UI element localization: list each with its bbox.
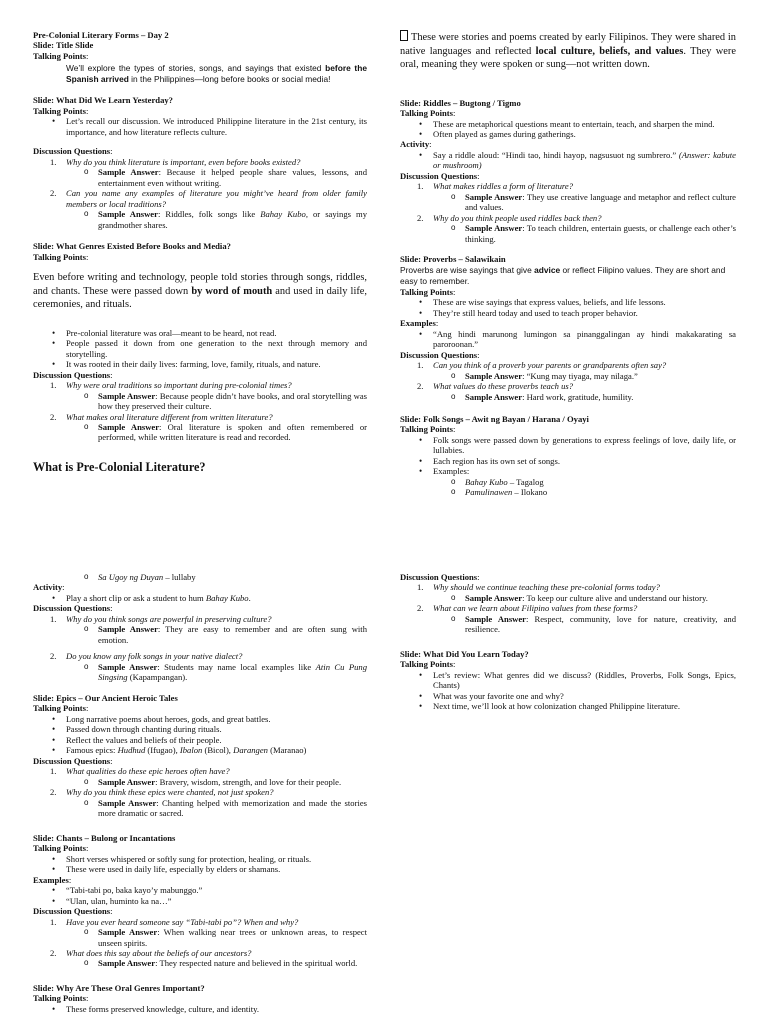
label-line: Discussion Questions: [33, 146, 113, 157]
label-line: Examples: [33, 874, 72, 885]
question-text: Can you think of a proverb your parents or grandparents often say? [433, 360, 667, 371]
page2-right-column [400, 572, 736, 712]
question-text: Why do you think songs are powerful in preserving culture? [66, 613, 272, 624]
sample-answer-label: Sample Answer [465, 223, 523, 234]
discussion-questions-label: Discussion Questions [33, 369, 111, 380]
label-line: Activity: [33, 582, 65, 593]
epic-title: Darangen [233, 745, 268, 756]
section-title: What is Pre-Colonial Literature? [33, 459, 206, 474]
answer-item [400, 371, 736, 381]
answer-item [33, 958, 367, 968]
list-item: • Pre-colonial literature was oral—meant to be heard, not read. [33, 328, 367, 338]
bullet-list [400, 329, 736, 350]
sample-answer-label: Sample Answer [98, 167, 159, 178]
question-item [33, 948, 367, 958]
list-item [400, 150, 736, 171]
epic-title: Ibalon [179, 745, 203, 756]
question-item [400, 213, 736, 223]
bullet-list [33, 593, 367, 603]
circle-bullet-icon: o [451, 391, 456, 401]
label-line: Talking Points: [33, 251, 89, 262]
question-item [400, 582, 736, 592]
answer-text-italic: Bahay Kubo [260, 209, 306, 220]
bullet-list [33, 714, 367, 756]
discussion-questions-label: Discussion Questions [33, 906, 111, 917]
question-text: Have you ever heard someone say “Tabi-tabi po”? When and why? [66, 916, 299, 927]
circle-bullet-icon: o [451, 370, 456, 380]
question-list [33, 157, 367, 230]
sample-answer-label: Sample Answer [465, 391, 523, 402]
text-run-bold: before the Spanish arrived [66, 63, 367, 85]
list-item: • People passed it down from one generation to the next through memory and storytelling. [33, 338, 367, 359]
answer-text-italic: Atin Cu Pung Singsing [98, 661, 367, 683]
question-text: What makes riddles a form of literature? [433, 181, 574, 192]
answer-item [400, 614, 736, 635]
intro-paragraph [400, 30, 736, 72]
slide-heading: Slide: Proverbs – Salawikain [400, 254, 506, 265]
label-line: Discussion Questions: [33, 603, 113, 614]
item-number: 2. [50, 947, 57, 958]
slide-paragraph [33, 271, 367, 312]
answer-text: : To keep our culture alive and understand our history. [522, 592, 708, 603]
sample-answer-label: Sample Answer [465, 592, 523, 603]
answer-text: : To teach children, entertain guests, or challenge each other’s thinking. [465, 223, 736, 244]
question-text: What values do these proverbs teach us? [433, 381, 574, 392]
slide-heading: Slide: Chants – Bulong or Incantations [33, 832, 176, 843]
list-item: • What was your favorite one and why? [400, 691, 736, 701]
song-title: Pamulinawen [465, 487, 513, 498]
list-item [33, 745, 367, 755]
question-item [400, 360, 736, 370]
item-number: 1. [417, 582, 424, 593]
sample-answer-label: Sample Answer [465, 370, 523, 381]
question-text: What can we learn about Filipino values from these forms? [433, 603, 638, 614]
question-item [33, 651, 367, 661]
answer-item [33, 391, 367, 412]
answer-text: : Respect, community, love for nature, creativity, and resilience. [465, 613, 736, 635]
answer-item [33, 167, 367, 188]
question-text: What makes oral literature different from written literature? [66, 411, 273, 422]
answer-text: (Kapampangan). [127, 672, 188, 683]
question-text: Why do you think literature is important, even before books existed? [66, 156, 301, 167]
text-run: We’ll explore the types of stories, songs, and sayings that existed [66, 63, 326, 74]
circle-bullet-icon: o [84, 958, 89, 968]
example-item [400, 477, 736, 487]
circle-bullet-icon: o [451, 476, 456, 486]
sample-answer-label: Sample Answer [98, 797, 157, 808]
item-number: 2. [50, 411, 57, 422]
circle-bullet-icon: o [84, 209, 89, 219]
examples-label: Examples [400, 318, 436, 329]
slide-heading: Slide: Why Are These Oral Genres Important? [33, 982, 205, 993]
answer-text: : They use creative language and metaphor and reflect culture and values. [465, 191, 736, 213]
text-run: Even before writing and technology, people told stories through songs, riddles, and chants. These were passed down [33, 272, 367, 297]
bullet-list [33, 328, 367, 370]
list-item: • These are wise sayings that express values, beliefs, and life lessons. [400, 297, 736, 307]
answer-text: : Because it helped people share values, lessons, and entertainment even without writing. [98, 167, 367, 188]
discussion-questions-label: Discussion Questions [33, 146, 111, 157]
circle-bullet-icon: o [84, 421, 89, 431]
song-title: Sa Ugoy ng Duyan [98, 572, 164, 582]
answer-text: : They are easy to remember and are often sung with emotion. [98, 624, 367, 645]
label-line: Talking Points: [33, 50, 89, 61]
list-item: • Let’s review: What genres did we discuss? (Riddles, Proverbs, Folk Songs, Epics, Chants) [400, 670, 736, 691]
slide-heading: Slide: What Did We Learn Yesterday? [33, 95, 173, 106]
label-line: Examples: [400, 318, 439, 329]
question-text: What qualities do these epic heroes often have? [66, 766, 230, 777]
list-item: • Passed down through chanting during rituals. [33, 724, 367, 734]
bullet-list [400, 297, 736, 318]
item-number: 1. [50, 613, 57, 624]
talking-points-label: Talking Points [400, 424, 453, 435]
text-run: Say a riddle aloud: “Hindi tao, hindi hayop, nagsusuot ng sumbrero.” [433, 149, 679, 160]
song-origin: – Ilokano [512, 487, 548, 498]
text-run-italic: Bahay Kubo [205, 592, 249, 603]
talking-points-label: Talking Points [33, 105, 86, 116]
page1-right-column [400, 30, 736, 498]
sample-answer-label: Sample Answer [98, 390, 156, 401]
list-item: • They’re still heard today and used to teach proper behavior. [400, 308, 736, 318]
question-list [33, 380, 367, 443]
text-run: in the Philippines—long before books or social media! [128, 74, 331, 85]
question-item [400, 181, 736, 191]
text-run: Play a short clip or ask a student to hum [66, 592, 206, 603]
document-title: Pre-Colonial Literary Forms – Day 2 [33, 30, 169, 40]
talking-points-label: Talking Points [400, 108, 453, 119]
discussion-questions-label: Discussion Questions [400, 572, 478, 582]
text-run: (Ifugao), [145, 745, 180, 756]
question-list [33, 766, 367, 818]
question-list [400, 582, 736, 634]
answer-item [33, 209, 367, 230]
label-line: Discussion Questions: [400, 170, 480, 181]
list-item: • These forms preserved knowledge, culture, and identity. [33, 1004, 367, 1014]
question-text: Why should we continue teaching these pre-colonial forms today? [433, 582, 660, 593]
sample-answer-label: Sample Answer [465, 613, 526, 624]
answer-item [33, 927, 367, 948]
item-number: 1. [417, 360, 424, 371]
circle-bullet-icon: o [84, 390, 89, 400]
list-item: • It was rooted in their daily lives: farming, love, family, rituals, and nature. [33, 359, 367, 369]
bullet-list [33, 885, 367, 906]
label-line: Talking Points: [400, 108, 456, 119]
sample-answer-label: Sample Answer [98, 421, 160, 432]
bullet-list [33, 854, 367, 875]
sample-answer-label: Sample Answer [98, 209, 158, 220]
label-line: Activity: [400, 139, 432, 150]
circle-bullet-icon: o [84, 927, 89, 937]
list-item: • Reflect the values and beliefs of their people. [33, 735, 367, 745]
question-text: Why do you think these epics were chanted, not just spoken? [66, 787, 274, 798]
answer-text: : “Kung may tiyaga, may nilaga.” [522, 370, 638, 381]
sample-answer-label: Sample Answer [98, 958, 156, 969]
sample-answer-label: Sample Answer [98, 624, 158, 635]
discussion-questions-label: Discussion Questions [33, 755, 111, 766]
slide-heading: Slide: Epics – Our Ancient Heroic Tales [33, 692, 178, 703]
question-text: Why do you think people used riddles back then? [433, 212, 602, 223]
question-item [400, 603, 736, 613]
talking-points-label: Talking Points [33, 251, 86, 262]
discussion-questions-label: Discussion Questions [400, 170, 478, 181]
talking-points-label: Talking Points [400, 286, 453, 297]
answer-text: : Students may name local examples like [157, 661, 316, 672]
item-number: 2. [417, 212, 424, 223]
slide-paragraph [400, 265, 736, 287]
label-line: Discussion Questions: [33, 755, 113, 766]
text-run-bold: local culture, beliefs, and values [535, 45, 684, 57]
label-line: Talking Points: [33, 993, 89, 1004]
label-line: Talking Points: [33, 105, 89, 116]
sample-answer-label: Sample Answer [465, 191, 523, 202]
label-line: Discussion Questions: [400, 349, 480, 360]
circle-bullet-icon: o [451, 592, 456, 602]
item-number: 2. [50, 651, 57, 662]
answer-text: : When walking near trees or unknown areas, to respect unseen spirits. [98, 927, 368, 948]
answer-text: : Chanting helped with memorization and made the stories more dramatic or sacred. [98, 797, 367, 819]
bullet-list [400, 150, 736, 171]
bullet-list [400, 435, 736, 498]
question-item [400, 381, 736, 391]
song-origin: – Tagalog [507, 476, 544, 487]
item-number: 2. [417, 603, 424, 614]
example-item [400, 487, 736, 497]
text-run: . [248, 592, 251, 603]
answer-item [33, 662, 367, 683]
circle-bullet-icon: o [84, 776, 89, 786]
item-number: 2. [50, 188, 57, 199]
item-number: 1. [417, 181, 424, 192]
question-text: Why were oral traditions so important during pre-colonial times? [66, 380, 292, 391]
circle-bullet-icon: o [84, 797, 89, 807]
label-line: Talking Points: [33, 703, 89, 714]
song-title: Bahay Kubo [465, 476, 508, 487]
list-item: • Short verses whispered or softly sung for protection, healing, or rituals. [33, 854, 367, 864]
answer-item [33, 798, 367, 819]
list-item: • Next time, we’ll look at how colonization changed Philippine literature. [400, 701, 736, 711]
talking-points-label: Talking Points [33, 843, 86, 854]
circle-bullet-icon: o [451, 223, 456, 233]
question-list [400, 360, 736, 402]
question-item [33, 157, 367, 167]
question-text: Do you know any folk songs in your native dialect? [66, 651, 243, 662]
label-line: Talking Points: [400, 424, 456, 435]
question-item [33, 614, 367, 624]
answer-text: : Bravery, wisdom, strength, and love for their people. [155, 776, 342, 787]
circle-bullet-icon: o [451, 487, 456, 497]
answer-text: : Riddles, folk songs like [157, 209, 261, 220]
sample-answer-label: Sample Answer [98, 661, 158, 672]
label-line: Talking Points: [400, 659, 456, 670]
list-item: • “Ulan, ulan, huminto ka na…” [33, 896, 367, 906]
answer-text: : They respected nature and believed in the spiritual world. [155, 958, 358, 969]
label-line: Discussion Questions: [33, 369, 113, 380]
circle-bullet-icon: o [451, 191, 456, 201]
bullet-list [400, 119, 736, 140]
talking-points-label: Talking Points [400, 659, 453, 670]
list-item [33, 593, 367, 603]
bullet-list [33, 1004, 367, 1014]
bullet-list [400, 670, 736, 712]
slide-heading: Slide: Riddles – Bugtong / Tigmo [400, 97, 521, 108]
list-item: • These were used in daily life, especially by elders or shamans. [33, 864, 367, 874]
discussion-questions-label: Discussion Questions [33, 603, 111, 614]
text-run: Proverbs are wise sayings that give [400, 264, 535, 275]
label-line: Talking Points: [400, 286, 456, 297]
question-item [33, 787, 367, 797]
question-item [33, 766, 367, 776]
item-number: 1. [50, 916, 57, 927]
list-item: • “Ang hindi marunong lumingon sa pinanggalingan ay hindi makakarating sa paroroonan.” [400, 329, 736, 350]
epic-title: Hudhud [117, 745, 146, 756]
list-item: • Let’s recall our discussion. We introduced Philippine literature in the 21st century, its importance, and how literature reflects culture. [33, 116, 367, 137]
bullet-list [33, 116, 367, 137]
question-text: What does this say about the beliefs of our ancestors? [66, 947, 252, 958]
answer-item [400, 223, 736, 244]
label-line: Discussion Questions: [33, 906, 113, 917]
item-number: 1. [50, 156, 57, 167]
text-run: Famous epics: [66, 745, 118, 756]
sample-answer-label: Sample Answer [98, 927, 158, 938]
label-line: Talking Points: [33, 843, 89, 854]
examples-label: Examples [33, 874, 69, 885]
question-text: Can you name any examples of literature you might’ve heard from older family members or local traditions? [66, 188, 367, 209]
list-item: • These are metaphorical questions meant to entertain, teach, and sharpen the mind. [400, 119, 736, 129]
answer-item [33, 422, 367, 443]
item-number: 2. [417, 381, 424, 392]
circle-bullet-icon: o [84, 624, 89, 634]
question-item [33, 188, 367, 209]
text-run-bold: advice [534, 264, 561, 275]
answer-text: : Because people didn’t have books, and oral storytelling was how they preserved their culture. [98, 390, 367, 412]
answer-text: : Hard work, gratitude, humility. [522, 391, 634, 402]
text-run: (Bicol), [202, 745, 234, 756]
sample-answer-label: Sample Answer [98, 776, 156, 787]
label-line: Discussion Questions: [400, 572, 480, 582]
talking-points-label: Talking Points [33, 993, 86, 1004]
missing-glyph-icon [400, 30, 408, 41]
bullet-list [33, 572, 367, 582]
activity-label: Activity [400, 139, 430, 150]
item-number: 1. [50, 380, 57, 391]
text-run: and used in daily life, ceremonies, and rituals. [33, 285, 367, 311]
text-run: . They were oral, meaning they were spoken or sung—not written down. [400, 45, 736, 71]
answer-item [33, 777, 367, 787]
text-run-bold: by word of mouth [191, 285, 273, 297]
talking-points-label: Talking Points [33, 50, 86, 61]
answer-text: : Oral literature is spoken and often remembered or performed, while written literature is read and recorded. [98, 421, 367, 443]
question-item [33, 380, 367, 390]
activity-label: Activity [33, 582, 63, 593]
answer-item [400, 392, 736, 402]
list-item: • “Tabi-tabi po, baka kayo’y mabunggo.” [33, 885, 367, 895]
list-item: • Long narrative poems about heroes, gods, and great battles. [33, 714, 367, 724]
item-number: 1. [50, 766, 57, 777]
question-list [33, 917, 367, 969]
slide-heading: Slide: Title Slide [33, 40, 94, 51]
answer-item [400, 192, 736, 213]
page1-left-column [33, 30, 367, 475]
page2-left-column [33, 572, 367, 1014]
text-run: or reflect Filipino values. They are short and easy to remember. [400, 264, 726, 286]
list-item: • Folk songs were passed down by generations to express feelings of love, daily life, or lullabies. [400, 435, 736, 456]
slide-paragraph [33, 63, 367, 85]
text-run: (Maranao) [267, 745, 307, 756]
song-origin: – lullaby [163, 572, 196, 582]
item-number: 2. [50, 787, 57, 798]
circle-bullet-icon: o [84, 661, 89, 671]
discussion-questions-label: Discussion Questions [400, 349, 478, 360]
list-item: • Each region has its own set of songs. [400, 456, 736, 466]
list-item: • Often played as games during gatherings. [400, 129, 736, 139]
text-run-italic: (Answer: kabute or mushroom) [433, 149, 736, 171]
question-item [33, 917, 367, 927]
example-item [33, 572, 367, 582]
circle-bullet-icon: o [84, 167, 89, 177]
list-item: • Examples: [400, 466, 736, 476]
question-list [33, 614, 367, 683]
talking-points-label: Talking Points [33, 703, 86, 714]
slide-heading: Slide: Folk Songs – Awit ng Bayan / Harana / Oyayi [400, 413, 589, 424]
circle-bullet-icon: o [84, 572, 89, 581]
slide-heading: Slide: What Genres Existed Before Books and Media? [33, 241, 231, 252]
answer-text: , or sayings my grandmother shares. [98, 209, 367, 230]
question-item [33, 412, 367, 422]
circle-bullet-icon: o [451, 613, 456, 623]
text-run: These were stories and poems created by early Filipinos. They were shared in native languages and reflected [400, 32, 736, 57]
question-list [400, 181, 736, 244]
slide-heading: Slide: What Did You Learn Today? [400, 648, 529, 659]
answer-item [400, 593, 736, 603]
answer-item [33, 624, 367, 645]
